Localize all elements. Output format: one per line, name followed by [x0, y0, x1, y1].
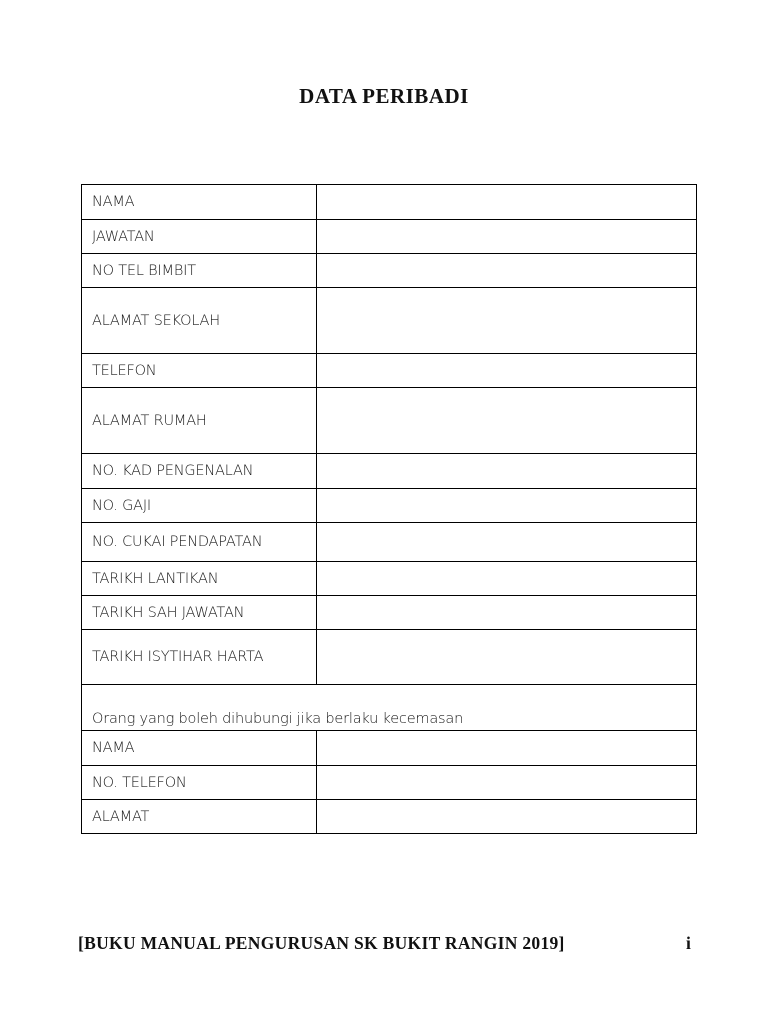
row-value-field[interactable]	[317, 388, 697, 454]
table-row	[82, 489, 697, 523]
footer-manual-title: [BUKU MANUAL PENGURUSAN SK BUKIT RANGIN 2019]	[78, 933, 565, 953]
row-label: NO. CUKAI PENDAPATAN	[82, 523, 317, 562]
table-row	[82, 800, 697, 834]
table-row	[82, 220, 697, 254]
row-label: NAMA	[82, 185, 317, 220]
row-value-field[interactable]	[317, 766, 697, 800]
row-label: ALAMAT RUMAH	[82, 388, 317, 454]
table-row	[82, 731, 697, 766]
page-number: i	[686, 933, 691, 953]
table-row	[82, 766, 697, 800]
row-label: NO. GAJI	[82, 489, 317, 523]
row-value-field[interactable]	[317, 220, 697, 254]
row-value-field[interactable]	[317, 185, 697, 220]
table-row	[82, 185, 697, 220]
row-value-field[interactable]	[317, 354, 697, 388]
row-label: ALAMAT SEKOLAH	[82, 288, 317, 354]
row-value-field[interactable]	[317, 489, 697, 523]
row-value-field[interactable]	[317, 562, 697, 596]
table-row	[82, 596, 697, 630]
row-value-field[interactable]	[317, 288, 697, 354]
row-label: JAWATAN	[82, 220, 317, 254]
table-row	[82, 562, 697, 596]
table-row	[82, 630, 697, 685]
table-row	[82, 254, 697, 288]
row-label: TARIKH SAH JAWATAN	[82, 596, 317, 630]
row-label: NO TEL BIMBIT	[82, 254, 317, 288]
page-title: DATA PERIBADI	[299, 84, 469, 108]
row-value-field[interactable]	[317, 596, 697, 630]
table-row	[82, 685, 697, 731]
row-value-field[interactable]	[317, 731, 697, 766]
row-label: NO. KAD PENGENALAN	[82, 454, 317, 489]
row-label: TELEFON	[82, 354, 317, 388]
row-label: TARIKH ISYTIHAR HARTA	[82, 630, 317, 685]
row-label: NO. TELEFON	[82, 766, 317, 800]
table-row	[82, 454, 697, 489]
row-value-field[interactable]	[317, 800, 697, 834]
row-value-field[interactable]	[317, 630, 697, 685]
row-label: ALAMAT	[82, 800, 317, 834]
emergency-contact-heading: Orang yang boleh dihubungi jika berlaku kecemasan	[82, 685, 697, 731]
row-label: NAMA	[82, 731, 317, 766]
table-row	[82, 523, 697, 562]
row-label: TARIKH LANTIKAN	[82, 562, 317, 596]
row-value-field[interactable]	[317, 454, 697, 489]
row-value-field[interactable]	[317, 254, 697, 288]
table-row	[82, 388, 697, 454]
table-row	[82, 354, 697, 388]
row-value-field[interactable]	[317, 523, 697, 562]
table-row	[82, 288, 697, 354]
personal-data-table	[81, 184, 697, 834]
